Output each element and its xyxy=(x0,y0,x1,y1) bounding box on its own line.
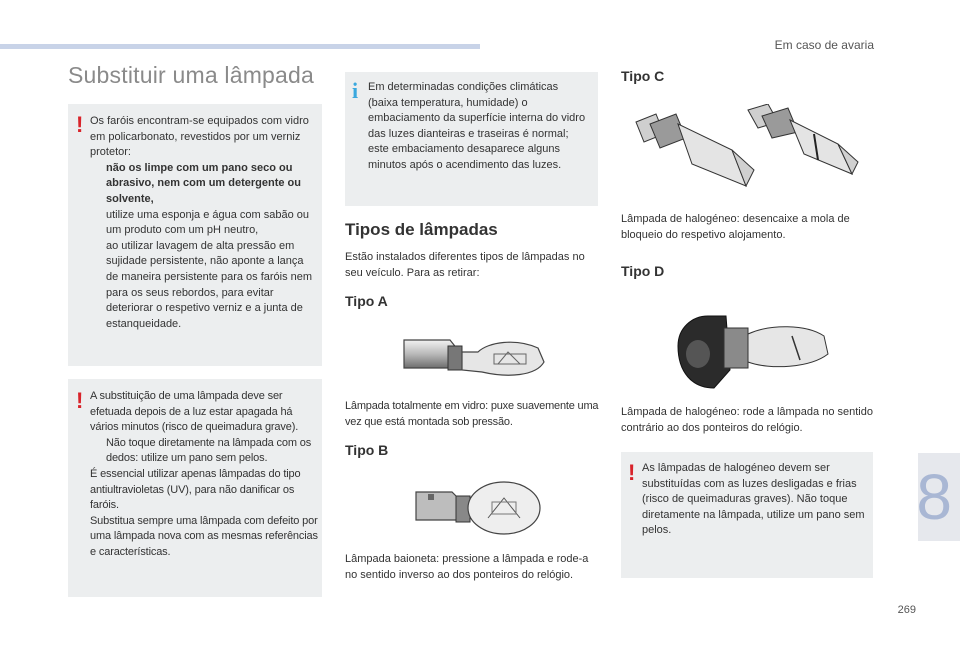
warning-icon: ! xyxy=(628,460,636,485)
list-item: utilize uma esponja e água com sabão ou um produto com um pH neutro, xyxy=(90,208,318,239)
warning-text-halogen: As lâmpadas de halogéneo devem ser substituídas com as luzes desligadas e frias (risco de queimaduras graves). Não toque diretamente na lâmpada, utilize um pano sem pelos. xyxy=(642,462,865,537)
page-title: Substituir uma lâmpada xyxy=(68,62,315,88)
bulb-type-b-icon xyxy=(412,478,542,540)
bullet-icon xyxy=(90,239,106,333)
heading-type-a: Tipo A xyxy=(345,293,388,309)
heading-type-c: Tipo C xyxy=(621,68,665,84)
caption-type-d: Lâmpada de halogéneo: rode a lâmpada no sentido contrário ao dos ponteiros do relógio. xyxy=(621,406,873,434)
bulb-type-d-icon xyxy=(674,310,834,394)
page-number: 269 xyxy=(897,604,916,616)
bulb-types-intro: Estão instalados diferentes tipos de lâmpadas no seu veículo. Para as retirar: xyxy=(345,251,585,279)
heading-type-d: Tipo D xyxy=(621,263,665,279)
caption-type-b: Lâmpada baioneta: pressione a lâmpada e rode-a no sentido inverso ao dos ponteiros do relógio. xyxy=(345,553,589,581)
warning-text-polycarbonate xyxy=(90,114,318,332)
section-heading-bulb-types: Tipos de lâmpadas xyxy=(345,220,498,239)
caption-type-c: Lâmpada de halogéneo: desencaixe a mola de bloqueio do respetivo alojamento. xyxy=(621,213,850,241)
bulb-type-a-icon xyxy=(398,326,548,388)
bulb-type-c-icon xyxy=(628,104,864,200)
bullet-icon xyxy=(90,436,106,467)
list-item: Não toque diretamente na lâmpada com os dedos: utilize um pano sem pelos. xyxy=(90,436,320,467)
warning-intro: Os faróis encontram-se equipados com vidro em policarbonato, revestidos por um verniz protetor: xyxy=(90,115,309,159)
bullet-icon xyxy=(90,208,106,239)
bullet-icon xyxy=(90,161,106,208)
section-header: Em caso de avaria xyxy=(774,38,874,52)
warning-icon: ! xyxy=(76,388,84,413)
list-item: ao utilizar lavagem de alta pressão em sujidade persistente, não aponte a lança de maneira persistente para os faróis nem para os seus rebordos, para evitar deteriorar o respetivo verniz e a junta de estanqueidade. xyxy=(90,239,318,333)
warning-icon: ! xyxy=(76,112,84,137)
chapter-number: 8 xyxy=(916,461,952,533)
header-bar xyxy=(0,44,480,49)
info-icon: i xyxy=(352,78,359,103)
caption-type-a: Lâmpada totalmente em vidro: puxe suavemente uma vez que está montada sob pressão. xyxy=(345,400,599,428)
warning-text-replacement: A substituição de uma lâmpada deve ser efetuada depois de a luz estar apagada há vários minutos (risco de queimadura grave). Não toque diretamente na lâmpada com os dedos: utilize um pano sem pelos. É essencial utilizar apenas lâmpadas do tipo antiultravioletas (UV), para não danificar os faróis. Substitua sempre uma lâmpada com defeito por uma lâmpada nova com as mesmas referências e características. xyxy=(90,389,320,561)
heading-type-b: Tipo B xyxy=(345,442,389,458)
list-item: não os limpe com um pano seco ou abrasivo, nem com um detergente ou solvente, xyxy=(90,161,318,208)
info-text: Em determinadas condições climáticas (baixa temperatura, humidade) o embaciamento da superfície interna do vidro das luzes dianteiras e traseiras é normal; este embaciamento desaparece alguns minutos após o acendimento das luzes. xyxy=(368,81,586,171)
